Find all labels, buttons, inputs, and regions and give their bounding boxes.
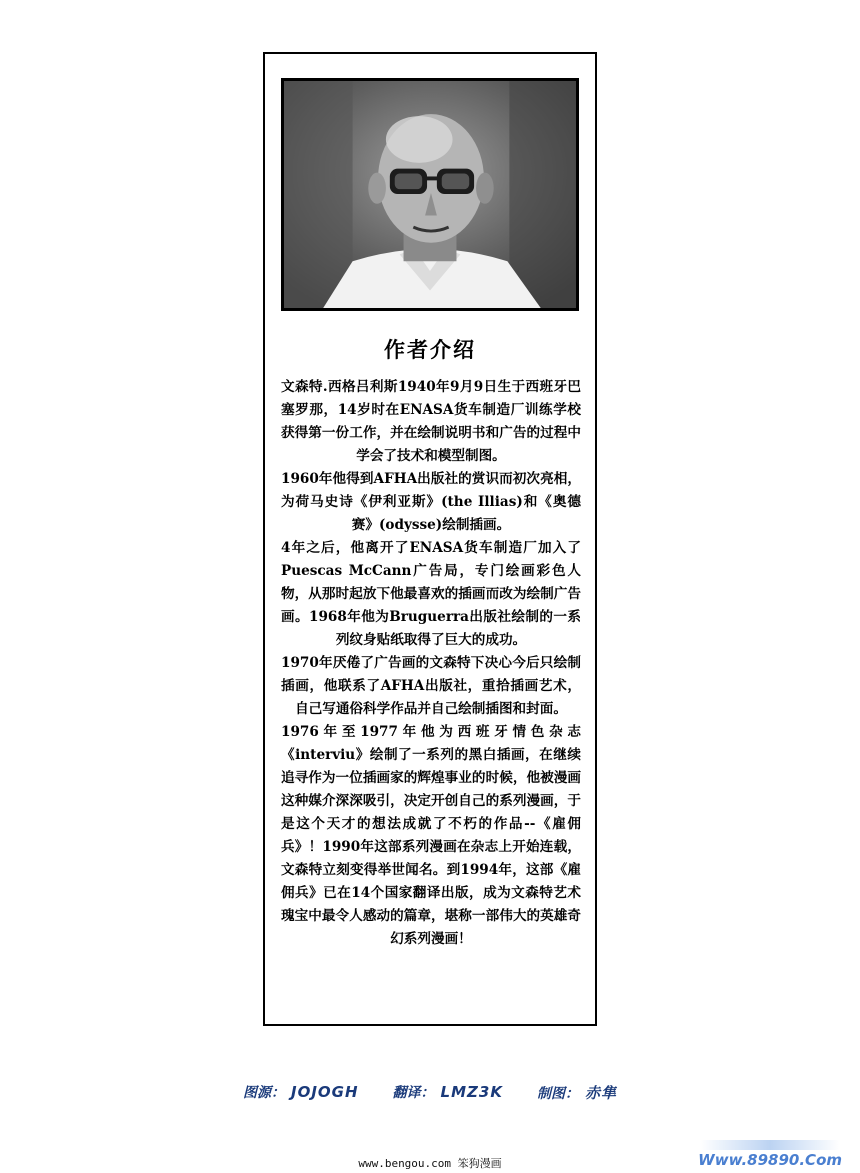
bio-paragraph: 4年之后，他离开了ENASA货车制造厂加入了Puescas McCann广告局，专门绘画彩色人物，从那时起放下他最喜欢的插画而改为绘制广告画。1968年他为Bruguerra出版社绘制的一系列纹身贴纸取得了巨大的成功。 [281, 540, 581, 648]
credit-translate-label: 翻译： [392, 1085, 435, 1101]
credit-source [243, 1082, 359, 1103]
bio-paragraph: 1960年他得到AFHA出版社的赏识而初次亮相，为荷马史诗《伊利亚斯》(the Illias)和《奥德赛》(odysse)绘制插画。 [281, 471, 581, 533]
credit-translate [393, 1082, 503, 1103]
watermark-decoration [700, 1140, 840, 1150]
credit-source-value: JOJOGH [291, 1083, 359, 1101]
author-card [263, 52, 597, 1026]
bio-paragraph: 1976年至1977年他为西班牙情色杂志《interviu》绘制了一系列的黑白插画，在继续追寻作为一位插画家的辉煌事业的时候，他被漫画这种媒介深深吸引，决定开创自己的系列漫画，于是这个天才的想法成就了不朽的作品--《雇佣兵》！1990年这部系列漫画在杂志上开始连载，文森特立刻变得举世闻名。到1994年，这部《雇佣兵》已在14个国家翻译出版，成为文森特艺术瑰宝中最令人感动的篇章，堪称一部伟大的英雄奇幻系列漫画！ [281, 724, 581, 947]
credits-line [0, 1082, 860, 1103]
author-photo [281, 78, 579, 311]
credit-translate-value: LMZ3K [440, 1083, 503, 1101]
portrait-illustration [284, 81, 576, 308]
watermark-text: Www.89890.Com [698, 1151, 842, 1169]
credit-art-label: 制图： [536, 1086, 579, 1102]
bio-paragraph: 1970年厌倦了广告画的文森特下决心今后只绘制插画，他联系了AFHA出版社，重拾插画艺术，自己写通俗科学作品并自己绘制插图和封面。 [281, 655, 581, 717]
credit-source-label: 图源： [243, 1085, 286, 1101]
footer-site: www.bengou.com 笨狗漫画 [358, 1157, 502, 1170]
section-title: 作者介绍 [384, 338, 476, 362]
author-bio [281, 376, 581, 951]
credit-art [537, 1082, 617, 1103]
credit-art-value: 赤隼 [584, 1084, 617, 1102]
bio-paragraph: 文森特.西格吕利斯1940年9月9日生于西班牙巴塞罗那，14岁时在ENASA货车制造厂训练学校获得第一份工作，并在绘制说明书和广告的过程中学会了技术和模型制图。 [281, 379, 581, 464]
